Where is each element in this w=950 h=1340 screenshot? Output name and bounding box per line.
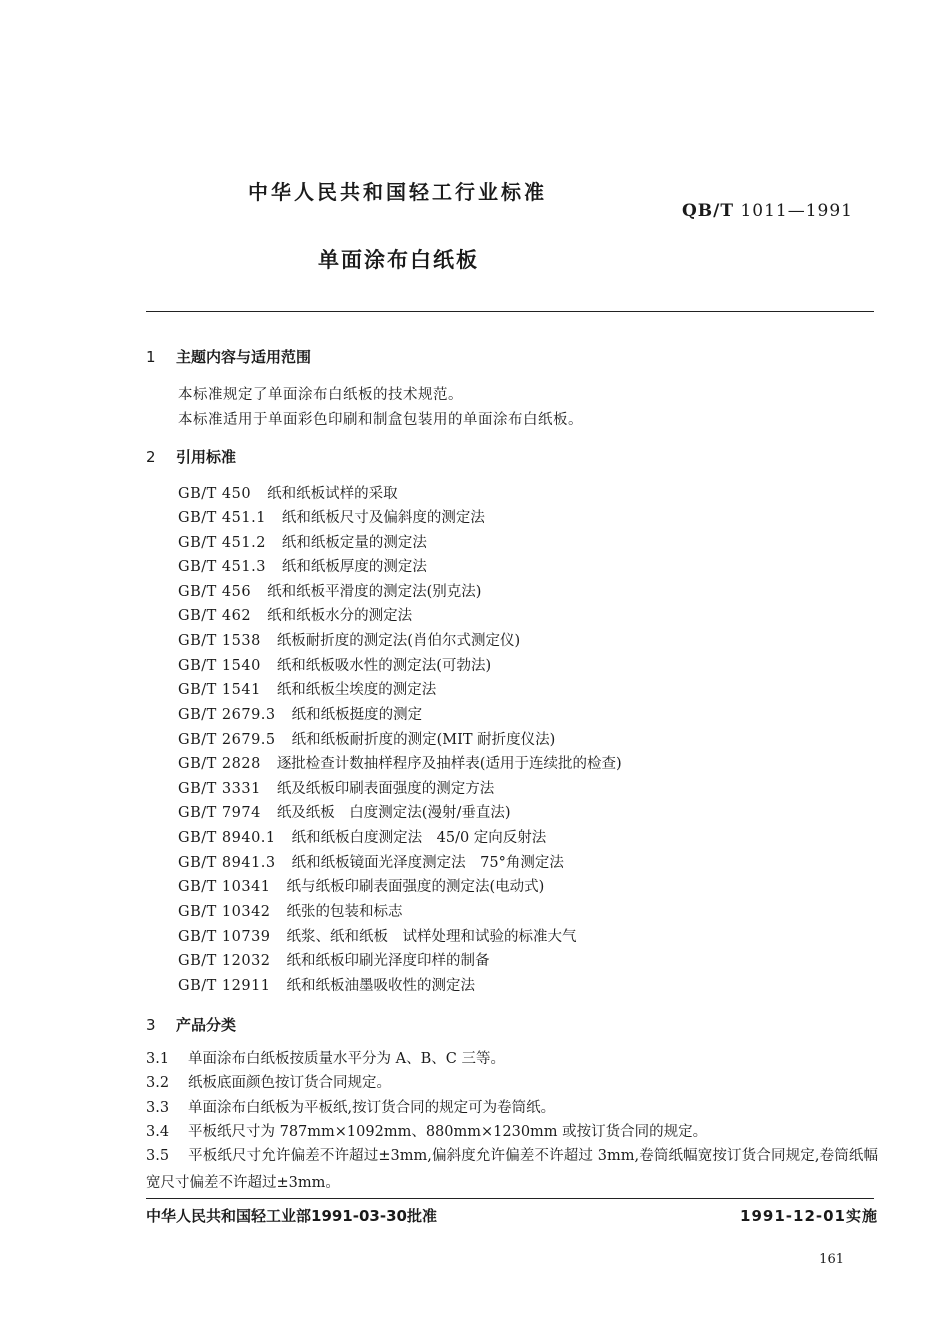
reference-item (178, 728, 555, 749)
reference-name: 纸及纸板印刷表面强度的测定方法 (276, 781, 495, 797)
clause-3-3 (146, 1096, 555, 1117)
clause-number: 3.2 (146, 1075, 170, 1091)
reference-name: 纸板耐折度的测定法(肖伯尔式测定仪) (276, 633, 521, 649)
reference-item (178, 949, 490, 970)
clause-3-1 (146, 1047, 505, 1068)
reference-name: 纸和纸板试样的采取 (267, 486, 398, 502)
clause-text: 平板纸尺寸为 787mm×1092mm、880mm×1230mm 或按订货合同的规定。 (188, 1124, 708, 1140)
section-2-title: 引用标准 (176, 448, 237, 466)
reference-code: GB/T 450 (178, 486, 252, 502)
reference-code: GB/T 10341 (178, 879, 271, 895)
standard-code: 1011—1991 (740, 201, 853, 221)
reference-item (178, 629, 520, 650)
document-title: 单面涂布白纸板 (318, 248, 479, 272)
reference-item (178, 678, 436, 699)
section-3-number: 3 (146, 1016, 156, 1034)
section-2-number: 2 (146, 448, 156, 466)
reference-name: 纸和纸板尺寸及偏斜度的测定法 (281, 510, 485, 526)
reference-item (178, 777, 494, 798)
reference-name: 纸及纸板 白度测定法(漫射/垂直法) (276, 805, 511, 821)
section-1-heading (146, 346, 311, 367)
reference-item (178, 801, 511, 822)
section-3-title: 产品分类 (176, 1016, 237, 1034)
reference-code: GB/T 451.1 (178, 510, 266, 526)
reference-name: 纸和纸板耐折度的测定(MIT 耐折度仪法) (291, 732, 556, 748)
reference-code: GB/T 10342 (178, 904, 271, 920)
reference-code: GB/T 8940.1 (178, 830, 276, 846)
page-number: 161 (819, 1252, 844, 1267)
reference-name: 纸和纸板镜面光泽度测定法 75°角测定法 (291, 855, 564, 871)
reference-code: GB/T 451.3 (178, 559, 266, 575)
standard-number (682, 201, 853, 221)
clause-text: 单面涂布白纸板为平板纸,按订货合同的规定可为卷筒纸。 (188, 1100, 556, 1116)
reference-name: 纸和纸板尘埃度的测定法 (276, 682, 437, 698)
clause-3-2 (146, 1071, 391, 1092)
section-1-paragraph: 本标准规定了单面涂布白纸板的技术规范。 (178, 387, 463, 403)
reference-item (178, 531, 427, 552)
reference-code: GB/T 2828 (178, 756, 261, 772)
reference-item (178, 974, 475, 995)
reference-name: 纸和纸板白度测定法 45/0 定向反射法 (291, 830, 547, 846)
reference-name: 纸和纸板油墨吸收性的测定法 (286, 978, 476, 994)
reference-name: 纸和纸板挺度的测定 (291, 707, 423, 723)
clause-text: 平板纸尺寸允许偏差不许超过±3mm,偏斜度允许偏差不许超过 3mm,卷筒纸幅宽按订货合同规定,卷筒纸幅宽尺寸偏差不许超过±3mm。 (146, 1148, 878, 1191)
reference-item (178, 851, 564, 872)
clause-number: 3.3 (146, 1100, 170, 1116)
reference-code: GB/T 1540 (178, 658, 261, 674)
reference-code: GB/T 462 (178, 608, 252, 624)
reference-name: 逐批检查计数抽样程序及抽样表(适用于连续批的检查) (276, 756, 622, 772)
reference-item (178, 925, 577, 946)
reference-item (178, 875, 544, 896)
reference-code: GB/T 10739 (178, 929, 271, 945)
standard-prefix: QB/T (682, 201, 735, 221)
reference-name: 纸浆、纸和纸板 试样处理和试验的标准大气 (286, 929, 577, 945)
reference-code: GB/T 2679.3 (178, 707, 276, 723)
effective-date: 1991-12-01实施 (740, 1207, 878, 1225)
reference-code: GB/T 2679.5 (178, 732, 276, 748)
section-1-paragraph: 本标准适用于单面彩色印刷和制盒包装用的单面涂布白纸板。 (178, 412, 583, 428)
reference-code: GB/T 1541 (178, 682, 261, 698)
section-1-number: 1 (146, 348, 156, 366)
reference-code: GB/T 3331 (178, 781, 261, 797)
footer-divider (146, 1198, 874, 1199)
section-3-heading (146, 1014, 236, 1035)
clause-3-5 (146, 1143, 878, 1197)
issuing-authority-heading: 中华人民共和国轻工行业标准 (248, 180, 547, 204)
reference-code: GB/T 1538 (178, 633, 261, 649)
reference-code: GB/T 451.2 (178, 535, 266, 551)
clause-number: 3.5 (146, 1148, 170, 1164)
reference-item (178, 654, 491, 675)
reference-code: GB/T 7974 (178, 805, 261, 821)
clause-3-4 (146, 1120, 707, 1141)
reference-name: 纸和纸板水分的测定法 (267, 608, 413, 624)
reference-item (178, 752, 622, 773)
reference-code: GB/T 8941.3 (178, 855, 276, 871)
reference-item (178, 826, 546, 847)
reference-name: 纸张的包装和标志 (286, 904, 403, 920)
reference-item (178, 555, 427, 576)
reference-code: GB/T 12911 (178, 978, 271, 994)
reference-item (178, 604, 412, 625)
reference-code: GB/T 456 (178, 584, 252, 600)
reference-item (178, 506, 485, 527)
reference-item (178, 482, 398, 503)
clause-text: 单面涂布白纸板按质量水平分为 A、B、C 三等。 (188, 1051, 505, 1067)
approval-statement: 中华人民共和国轻工业部1991-03-30批准 (146, 1207, 437, 1225)
reference-name: 纸和纸板定量的测定法 (281, 535, 427, 551)
reference-name: 纸和纸板印刷光泽度印样的制备 (286, 953, 490, 969)
reference-item (178, 703, 422, 724)
clause-number: 3.1 (146, 1051, 170, 1067)
section-1-title: 主题内容与适用范围 (176, 348, 312, 366)
reference-code: GB/T 12032 (178, 953, 271, 969)
reference-name: 纸和纸板厚度的测定法 (281, 559, 427, 575)
section-2-heading (146, 446, 236, 467)
clause-number: 3.4 (146, 1124, 170, 1140)
reference-name: 纸和纸板吸水性的测定法(可勃法) (276, 658, 492, 674)
clause-text: 纸板底面颜色按订货合同规定。 (188, 1075, 391, 1091)
reference-item (178, 900, 403, 921)
header-divider (146, 311, 874, 312)
reference-name: 纸与纸板印刷表面强度的测定法(电动式) (286, 879, 545, 895)
reference-item (178, 580, 481, 601)
reference-name: 纸和纸板平滑度的测定法(别克法) (267, 584, 482, 600)
